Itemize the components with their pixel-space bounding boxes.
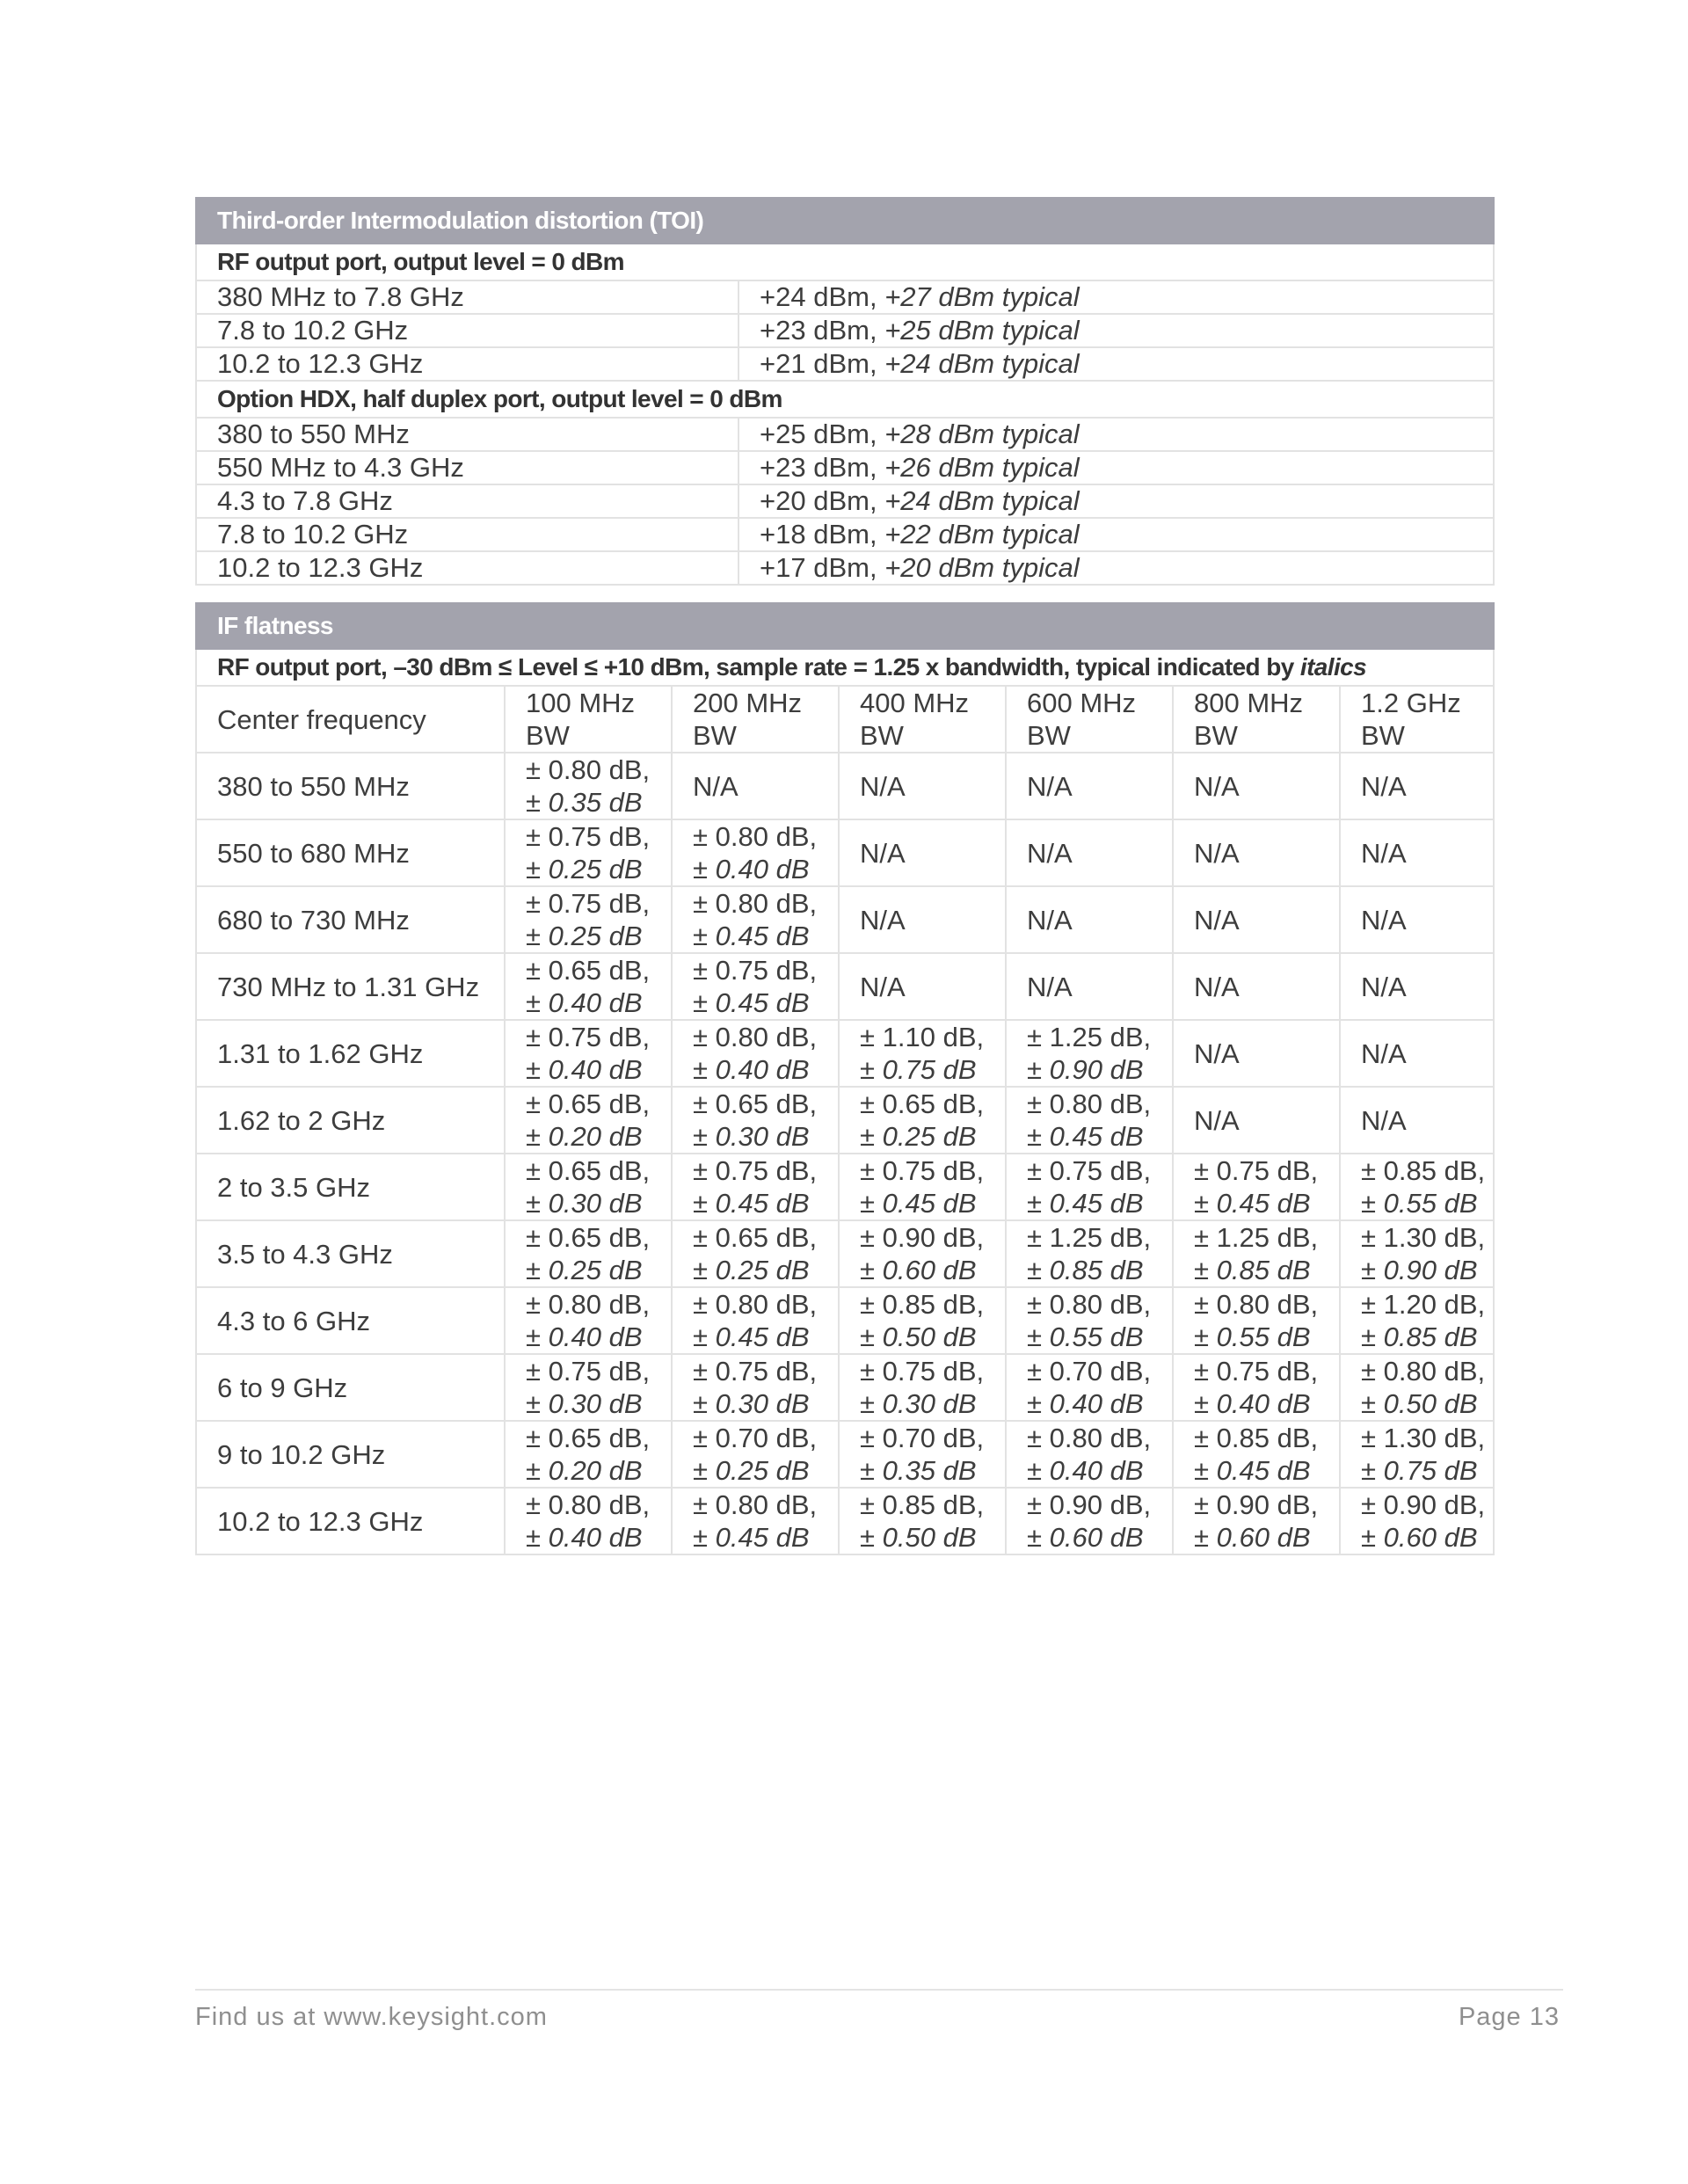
flatness-spec: ± 0.85 dB, (1194, 1423, 1319, 1453)
bandwidth-column-header: 1.2 GHz BW (1340, 686, 1494, 753)
flatness-typical: ± 0.45 dB (1027, 1121, 1144, 1152)
toi-typical: +24 dBm typical (884, 485, 1080, 516)
if-flatness-title: IF flatness (196, 603, 1494, 649)
if-flatness-table (195, 602, 1495, 1555)
flatness-value (672, 1488, 839, 1554)
flatness-typical: ± 0.20 dB (526, 1121, 643, 1152)
flatness-typical: ± 0.45 dB (860, 1188, 977, 1219)
flatness-value (672, 1354, 839, 1421)
flatness-spec: ± 0.75 dB, (1194, 1155, 1319, 1186)
toi-typical: +28 dBm typical (884, 419, 1080, 449)
flatness-spec: ± 0.70 dB, (693, 1423, 818, 1453)
flatness-spec: ± 1.10 dB, (860, 1022, 985, 1052)
if-flatness-condition (196, 649, 1494, 686)
flatness-spec: ± 1.25 dB, (1027, 1222, 1152, 1253)
flatness-typical: ± 0.45 dB (1194, 1455, 1311, 1486)
flatness-spec: ± 0.80 dB, (1027, 1289, 1152, 1320)
flatness-value-na: N/A (672, 753, 839, 819)
flatness-frequency-range: 10.2 to 12.3 GHz (196, 1488, 505, 1554)
flatness-value (1340, 1488, 1494, 1554)
flatness-spec: ± 0.70 dB, (860, 1423, 985, 1453)
flatness-value (1006, 1087, 1173, 1154)
flatness-value-na: N/A (1173, 753, 1340, 819)
toi-value (738, 280, 1494, 314)
flatness-frequency-range: 9 to 10.2 GHz (196, 1421, 505, 1488)
toi-title: Third-order Intermodulation distortion (TOI) (196, 198, 1494, 244)
toi-row (196, 314, 1494, 347)
if-flatness-row (196, 953, 1494, 1020)
flatness-typical: ± 0.30 dB (693, 1388, 810, 1419)
flatness-value-na: N/A (839, 819, 1006, 886)
flatness-value (1340, 1220, 1494, 1287)
flatness-typical: ± 0.25 dB (860, 1121, 977, 1152)
flatness-value-na: N/A (1173, 886, 1340, 953)
flatness-typical: ± 0.90 dB (1361, 1255, 1478, 1285)
flatness-typical: ± 0.60 dB (1361, 1522, 1478, 1553)
flatness-value (505, 1488, 672, 1554)
flatness-typical: ± 0.20 dB (526, 1455, 643, 1486)
flatness-typical: ± 0.40 dB (1194, 1388, 1311, 1419)
flatness-typical: ± 0.40 dB (526, 1054, 643, 1085)
flatness-typical: ± 0.40 dB (526, 1321, 643, 1352)
flatness-value (672, 819, 839, 886)
flatness-value (505, 1354, 672, 1421)
bandwidth-column-header: 200 MHz BW (672, 686, 839, 753)
flatness-typical: ± 0.45 dB (1027, 1188, 1144, 1219)
toi-typical: +26 dBm typical (884, 452, 1080, 483)
toi-spec: +20 dBm, (760, 485, 877, 516)
flatness-value-na: N/A (1340, 953, 1494, 1020)
flatness-value (505, 1087, 672, 1154)
toi-spec: +21 dBm, (760, 348, 877, 379)
flatness-value (505, 1421, 672, 1488)
flatness-typical: ± 0.50 dB (860, 1522, 977, 1553)
toi-spec: +23 dBm, (760, 452, 877, 483)
flatness-value (505, 753, 672, 819)
flatness-value-na: N/A (1340, 1020, 1494, 1087)
flatness-typical: ± 0.85 dB (1027, 1255, 1144, 1285)
flatness-value (1340, 1354, 1494, 1421)
flatness-value (672, 1220, 839, 1287)
flatness-value (1173, 1287, 1340, 1354)
flatness-typical: ± 0.60 dB (1027, 1522, 1144, 1553)
flatness-typical: ± 0.55 dB (1194, 1321, 1311, 1352)
toi-row (196, 347, 1494, 381)
flatness-spec: ± 0.75 dB, (693, 1155, 818, 1186)
flatness-spec: ± 0.85 dB, (1361, 1155, 1486, 1186)
toi-row (196, 518, 1494, 551)
toi-group-header-row (196, 244, 1494, 280)
flatness-spec: ± 1.25 dB, (1027, 1022, 1152, 1052)
toi-typical: +27 dBm typical (884, 281, 1080, 312)
flatness-typical: ± 0.40 dB (1027, 1388, 1144, 1419)
flatness-typical: ± 0.45 dB (1194, 1188, 1311, 1219)
bandwidth-column-header: 800 MHz BW (1173, 686, 1340, 753)
toi-frequency-range: 4.3 to 7.8 GHz (196, 484, 738, 518)
flatness-typical: ± 0.35 dB (526, 787, 643, 818)
toi-row (196, 280, 1494, 314)
flatness-spec: ± 0.90 dB, (1361, 1489, 1486, 1520)
toi-value (738, 451, 1494, 484)
flatness-value (505, 1220, 672, 1287)
toi-spec: +24 dBm, (760, 281, 877, 312)
flatness-typical: ± 0.60 dB (1194, 1522, 1311, 1553)
flatness-spec: ± 0.65 dB, (526, 955, 651, 986)
flatness-value (839, 1287, 1006, 1354)
flatness-spec: ± 0.75 dB, (526, 821, 651, 852)
flatness-typical: ± 0.30 dB (526, 1388, 643, 1419)
flatness-typical: ± 0.85 dB (1194, 1255, 1311, 1285)
flatness-spec: ± 0.75 dB, (693, 1356, 818, 1387)
toi-value (738, 518, 1494, 551)
bandwidth-column-header: 600 MHz BW (1006, 686, 1173, 753)
toi-group-header: RF output port, output level = 0 dBm (196, 244, 1494, 280)
flatness-frequency-range: 4.3 to 6 GHz (196, 1287, 505, 1354)
if-flatness-condition-row (196, 649, 1494, 686)
flatness-typical: ± 0.90 dB (1027, 1054, 1144, 1085)
flatness-typical: ± 0.55 dB (1361, 1188, 1478, 1219)
flatness-value (672, 886, 839, 953)
flatness-spec: ± 0.75 dB, (860, 1155, 985, 1186)
flatness-typical: ± 0.30 dB (860, 1388, 977, 1419)
flatness-spec: ± 0.65 dB, (526, 1423, 651, 1453)
flatness-value (839, 1220, 1006, 1287)
toi-value (738, 418, 1494, 451)
flatness-spec: ± 0.80 dB, (1027, 1423, 1152, 1453)
flatness-spec: ± 0.75 dB, (693, 955, 818, 986)
flatness-typical: ± 0.45 dB (693, 1522, 810, 1553)
if-flatness-row (196, 1087, 1494, 1154)
flatness-value (505, 1020, 672, 1087)
flatness-value (1006, 1287, 1173, 1354)
flatness-value (1173, 1354, 1340, 1421)
flatness-typical: ± 0.25 dB (526, 921, 643, 951)
flatness-spec: ± 0.80 dB, (693, 1489, 818, 1520)
flatness-typical: ± 0.40 dB (526, 1522, 643, 1553)
flatness-value-na: N/A (1173, 1020, 1340, 1087)
flatness-typical: ± 0.30 dB (526, 1188, 643, 1219)
flatness-typical: ± 0.50 dB (1361, 1388, 1478, 1419)
flatness-frequency-range: 2 to 3.5 GHz (196, 1154, 505, 1220)
flatness-typical: ± 0.40 dB (1027, 1455, 1144, 1486)
toi-spec: +17 dBm, (760, 552, 877, 583)
flatness-spec: ± 0.85 dB, (860, 1289, 985, 1320)
center-frequency-header: Center frequency (196, 686, 505, 753)
flatness-value (672, 1087, 839, 1154)
flatness-spec: ± 0.80 dB, (1361, 1356, 1486, 1387)
flatness-typical: ± 0.25 dB (693, 1455, 810, 1486)
flatness-spec: ± 0.75 dB, (860, 1356, 985, 1387)
flatness-spec: ± 0.65 dB, (693, 1088, 818, 1119)
flatness-spec: ± 0.75 dB, (526, 1022, 651, 1052)
flatness-value (672, 1421, 839, 1488)
flatness-spec: ± 0.90 dB, (1027, 1489, 1152, 1520)
flatness-value (1173, 1154, 1340, 1220)
if-flatness-table-body (196, 603, 1494, 1554)
flatness-spec: ± 0.75 dB, (526, 1356, 651, 1387)
flatness-spec: ± 0.65 dB, (526, 1088, 651, 1119)
flatness-typical: ± 0.30 dB (693, 1121, 810, 1152)
flatness-value (505, 886, 672, 953)
toi-frequency-range: 10.2 to 12.3 GHz (196, 347, 738, 381)
flatness-value (672, 953, 839, 1020)
flatness-frequency-range: 1.31 to 1.62 GHz (196, 1020, 505, 1087)
flatness-spec: ± 0.80 dB, (693, 1022, 818, 1052)
flatness-spec: ± 0.90 dB, (860, 1222, 985, 1253)
toi-spec: +25 dBm, (760, 419, 877, 449)
flatness-value-na: N/A (1340, 886, 1494, 953)
flatness-spec: ± 0.80 dB, (1027, 1088, 1152, 1119)
toi-row (196, 451, 1494, 484)
if-flatness-row (196, 1154, 1494, 1220)
flatness-typical: ± 0.45 dB (693, 1188, 810, 1219)
if-flatness-row (196, 1020, 1494, 1087)
if-flatness-row (196, 1488, 1494, 1554)
toi-frequency-range: 7.8 to 10.2 GHz (196, 518, 738, 551)
condition-text: RF output port, –30 dBm ≤ Level ≤ +10 dBm, sample rate = 1.25 x bandwidth, typical indicated by (217, 653, 1294, 681)
footer-divider (195, 1989, 1563, 1991)
flatness-typical: ± 0.45 dB (693, 1321, 810, 1352)
condition-italic: italics (1299, 653, 1367, 681)
bandwidth-column-header: 400 MHz BW (839, 686, 1006, 753)
flatness-typical: ± 0.40 dB (693, 1054, 810, 1085)
flatness-value (839, 1154, 1006, 1220)
flatness-spec: ± 1.30 dB, (1361, 1222, 1486, 1253)
flatness-spec: ± 0.80 dB, (693, 1289, 818, 1320)
flatness-typical: ± 0.25 dB (526, 1255, 643, 1285)
flatness-typical: ± 0.25 dB (693, 1255, 810, 1285)
flatness-value (1006, 1020, 1173, 1087)
flatness-typical: ± 0.60 dB (860, 1255, 977, 1285)
if-flatness-column-header-row (196, 686, 1494, 753)
flatness-value (672, 1287, 839, 1354)
if-flatness-row (196, 753, 1494, 819)
toi-spec: +18 dBm, (760, 519, 877, 550)
flatness-typical: ± 0.25 dB (526, 854, 643, 885)
flatness-value (1340, 1154, 1494, 1220)
toi-frequency-range: 380 to 550 MHz (196, 418, 738, 451)
toi-row (196, 484, 1494, 518)
flatness-value-na: N/A (1006, 819, 1173, 886)
flatness-value (839, 1087, 1006, 1154)
toi-typical: +20 dBm typical (884, 552, 1080, 583)
toi-spec: +23 dBm, (760, 315, 877, 346)
if-flatness-row (196, 1220, 1494, 1287)
flatness-value (672, 1020, 839, 1087)
flatness-spec: ± 0.90 dB, (1194, 1489, 1319, 1520)
flatness-value-na: N/A (1006, 753, 1173, 819)
flatness-value-na: N/A (1006, 953, 1173, 1020)
flatness-value (1006, 1488, 1173, 1554)
flatness-value-na: N/A (839, 953, 1006, 1020)
flatness-value (505, 1287, 672, 1354)
flatness-spec: ± 0.75 dB, (1027, 1155, 1152, 1186)
flatness-typical: ± 0.45 dB (693, 921, 810, 951)
flatness-value (672, 1154, 839, 1220)
flatness-frequency-range: 550 to 680 MHz (196, 819, 505, 886)
flatness-typical: ± 0.50 dB (860, 1321, 977, 1352)
flatness-value-na: N/A (1340, 819, 1494, 886)
flatness-value (839, 1020, 1006, 1087)
flatness-frequency-range: 1.62 to 2 GHz (196, 1087, 505, 1154)
flatness-value-na: N/A (1173, 953, 1340, 1020)
flatness-value (1340, 1287, 1494, 1354)
toi-frequency-range: 7.8 to 10.2 GHz (196, 314, 738, 347)
flatness-value (1006, 1154, 1173, 1220)
flatness-value-na: N/A (839, 753, 1006, 819)
flatness-typical: ± 0.40 dB (693, 854, 810, 885)
flatness-value (839, 1421, 1006, 1488)
if-flatness-section-header (196, 603, 1494, 649)
flatness-typical: ± 0.45 dB (693, 987, 810, 1018)
footer-page-number: Page 13 (1458, 2003, 1560, 2031)
flatness-value (1173, 1220, 1340, 1287)
flatness-frequency-range: 680 to 730 MHz (196, 886, 505, 953)
flatness-value-na: N/A (1340, 1087, 1494, 1154)
flatness-spec: ± 0.80 dB, (526, 1289, 651, 1320)
flatness-spec: ± 0.80 dB, (526, 1489, 651, 1520)
flatness-value-na: N/A (1006, 886, 1173, 953)
flatness-spec: ± 0.85 dB, (860, 1489, 985, 1520)
flatness-value (1173, 1421, 1340, 1488)
flatness-spec: ± 0.70 dB, (1027, 1356, 1152, 1387)
flatness-value (839, 1354, 1006, 1421)
toi-value (738, 314, 1494, 347)
flatness-value (839, 1488, 1006, 1554)
flatness-typical: ± 0.55 dB (1027, 1321, 1144, 1352)
flatness-spec: ± 0.65 dB, (860, 1088, 985, 1119)
if-flatness-row (196, 819, 1494, 886)
flatness-value-na: N/A (1173, 1087, 1340, 1154)
toi-table-body (196, 198, 1494, 585)
footer-website[interactable]: Find us at www.keysight.com (195, 2003, 548, 2031)
flatness-spec: ± 0.80 dB, (526, 754, 651, 785)
flatness-spec: ± 1.20 dB, (1361, 1289, 1486, 1320)
toi-frequency-range: 10.2 to 12.3 GHz (196, 551, 738, 585)
toi-value (738, 551, 1494, 585)
toi-value (738, 484, 1494, 518)
if-flatness-row (196, 886, 1494, 953)
toi-frequency-range: 550 MHz to 4.3 GHz (196, 451, 738, 484)
flatness-value-na: N/A (1340, 753, 1494, 819)
flatness-spec: ± 0.80 dB, (693, 888, 818, 919)
flatness-value (505, 1154, 672, 1220)
flatness-spec: ± 0.75 dB, (1194, 1356, 1319, 1387)
flatness-frequency-range: 730 MHz to 1.31 GHz (196, 953, 505, 1020)
toi-row (196, 418, 1494, 451)
flatness-value-na: N/A (1173, 819, 1340, 886)
flatness-spec: ± 0.75 dB, (526, 888, 651, 919)
flatness-spec: ± 1.30 dB, (1361, 1423, 1486, 1453)
flatness-spec: ± 0.65 dB, (526, 1155, 651, 1186)
toi-section-header (196, 198, 1494, 244)
toi-frequency-range: 380 MHz to 7.8 GHz (196, 280, 738, 314)
flatness-frequency-range: 3.5 to 4.3 GHz (196, 1220, 505, 1287)
flatness-value (505, 819, 672, 886)
flatness-value (1006, 1354, 1173, 1421)
bandwidth-column-header: 100 MHz BW (505, 686, 672, 753)
flatness-spec: ± 0.65 dB, (693, 1222, 818, 1253)
flatness-typical: ± 0.35 dB (860, 1455, 977, 1486)
if-flatness-row (196, 1354, 1494, 1421)
flatness-value (1340, 1421, 1494, 1488)
flatness-value (1173, 1488, 1340, 1554)
toi-group-header: Option HDX, half duplex port, output level = 0 dBm (196, 381, 1494, 418)
toi-value (738, 347, 1494, 381)
flatness-typical: ± 0.85 dB (1361, 1321, 1478, 1352)
flatness-spec: ± 0.65 dB, (526, 1222, 651, 1253)
flatness-value-na: N/A (839, 886, 1006, 953)
toi-typical: +25 dBm typical (884, 315, 1080, 346)
flatness-value (1006, 1421, 1173, 1488)
if-flatness-row (196, 1287, 1494, 1354)
flatness-spec: ± 0.80 dB, (1194, 1289, 1319, 1320)
flatness-typical: ± 0.75 dB (860, 1054, 977, 1085)
flatness-spec: ± 1.25 dB, (1194, 1222, 1319, 1253)
toi-group-header-row (196, 381, 1494, 418)
toi-typical: +24 dBm typical (884, 348, 1080, 379)
toi-row (196, 551, 1494, 585)
flatness-frequency-range: 380 to 550 MHz (196, 753, 505, 819)
flatness-typical: ± 0.75 dB (1361, 1455, 1478, 1486)
flatness-typical: ± 0.40 dB (526, 987, 643, 1018)
toi-typical: +22 dBm typical (884, 519, 1080, 550)
flatness-frequency-range: 6 to 9 GHz (196, 1354, 505, 1421)
toi-table (195, 197, 1495, 586)
flatness-spec: ± 0.80 dB, (693, 821, 818, 852)
flatness-value (1006, 1220, 1173, 1287)
flatness-value (505, 953, 672, 1020)
if-flatness-row (196, 1421, 1494, 1488)
